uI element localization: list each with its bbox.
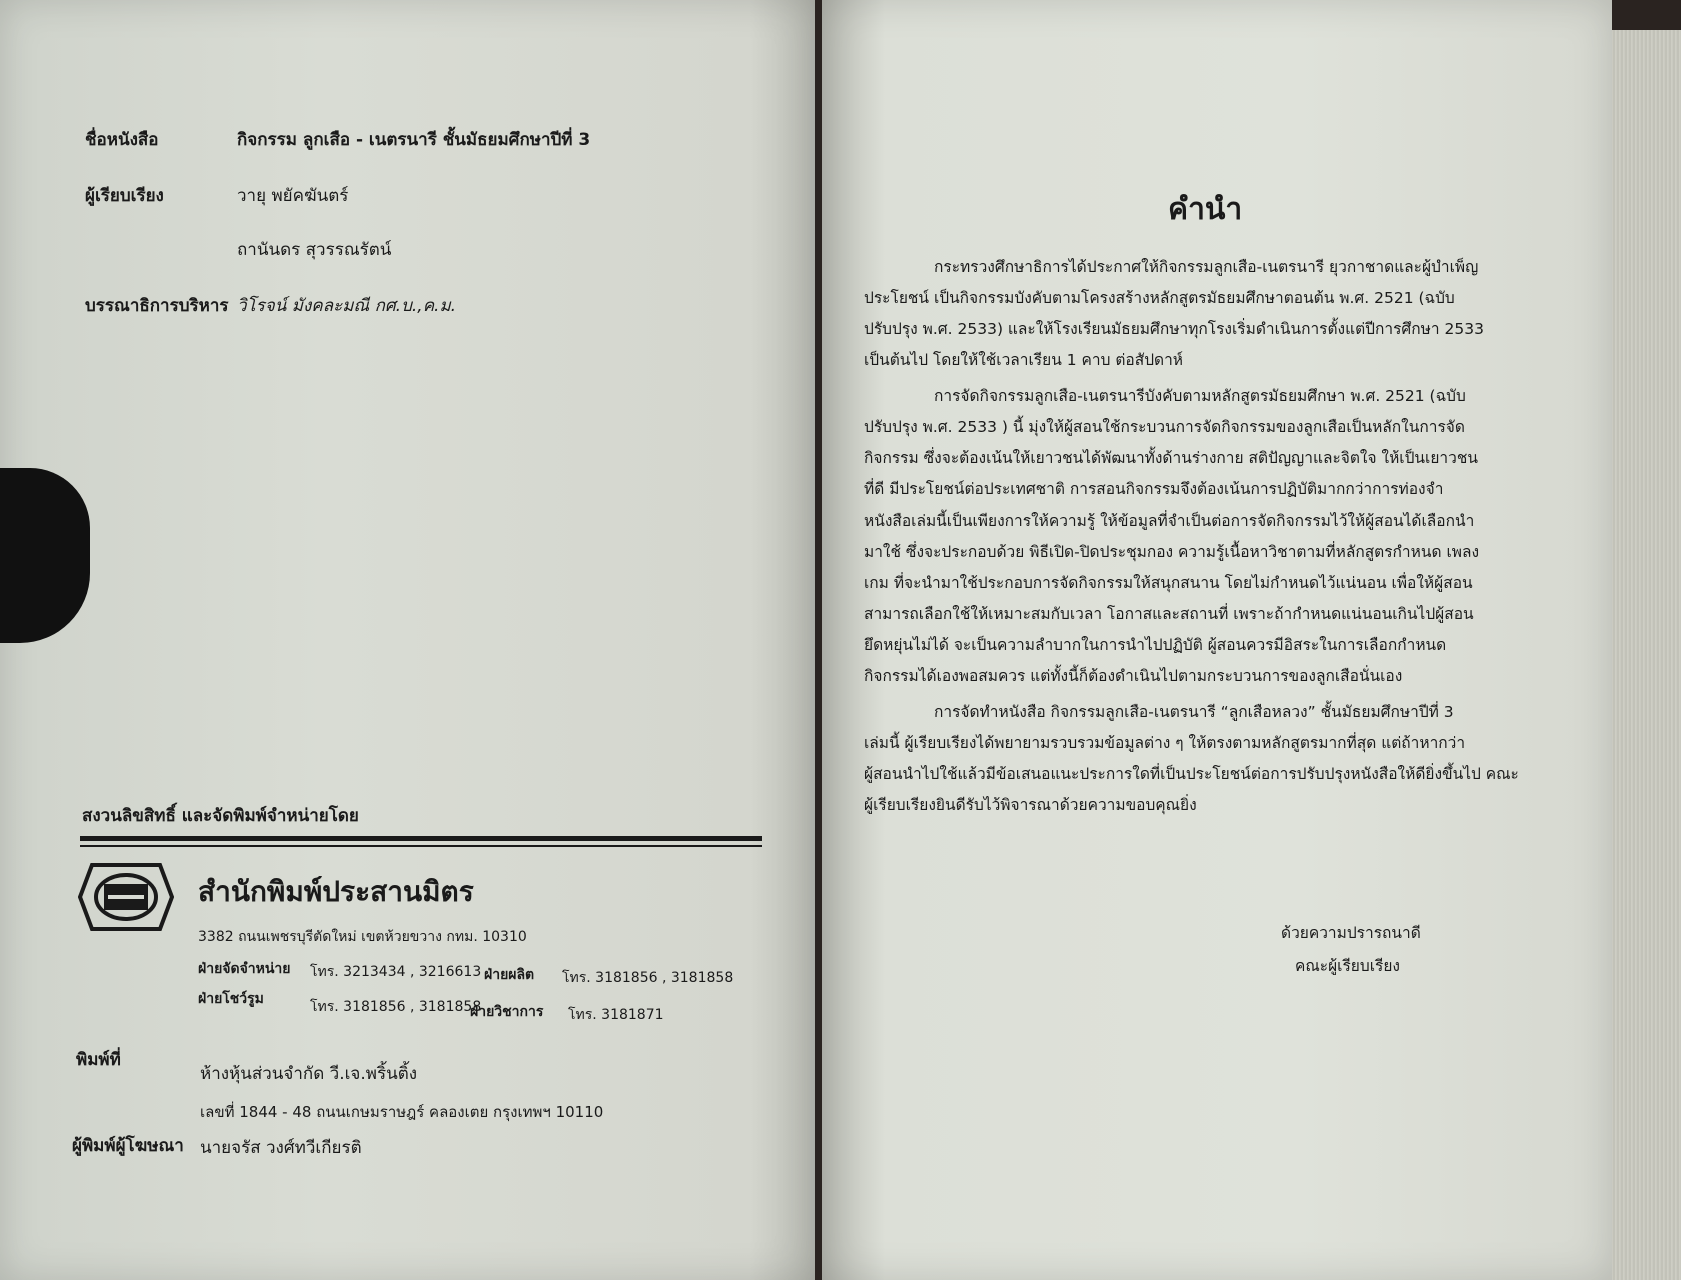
preface-line: กระทรวงศึกษาธิการได้ประกาศให้กิจกรรมลูกเสือ-เนตรนารี ยุวกาชาดและผู้บำเพ็ญ: [934, 258, 1479, 276]
production-label: ฝ่ายผลิต: [484, 967, 535, 983]
book-title-label: ชื่อหนังสือ: [85, 130, 159, 150]
publisher-logo-icon: [78, 862, 174, 932]
publisher-address: 3382 ถนนเพชรบุรีตัดใหม่ เขตห้วยขวาง กทม. 10310: [198, 929, 527, 945]
sales-label: ฝ่ายจัดจำหน่าย: [198, 961, 291, 977]
preface-line: ปรับปรุง พ.ศ. 2533) และให้โรงเรียนมัธยมศึกษาทุกโรงเริ่มดำเนินการตั้งแต่ปีการศึกษา 2533: [864, 320, 1484, 338]
compiler-label: ผู้เรียบเรียง: [85, 186, 164, 206]
printer-address: เลขที่ 1844 - 48 ถนนเกษมราษฎร์ คลองเตย กรุงเทพฯ 10110: [200, 1103, 604, 1121]
academic-label: ฝ่ายวิชาการ: [470, 1004, 544, 1020]
preface-line: กิจกรรม ซึ่งจะต้องเน้นให้เยาวชนได้พัฒนาทั้งด้านร่างกาย สติปัญญาและจิตใจ ให้เป็นเยาวชน: [864, 449, 1478, 467]
preface-line: ประโยชน์ เป็นกิจกรรมบังคับตามโครงสร้างหลักสูตรมัธยมศึกษาตอนต้น พ.ศ. 2521 (ฉบับ: [864, 289, 1455, 307]
preface-title: คำนำ: [1168, 192, 1243, 227]
advertiser-label: ผู้พิมพ์ผู้โฆษณา: [72, 1136, 184, 1156]
preface-line: เล่มนี้ ผู้เรียบเรียงได้พยายามรวบรวมข้อมูลต่าง ๆ ให้ตรงตามหลักสูตรมากที่สุด แต่ถ้าหากว่า: [864, 734, 1466, 752]
preface-line: เกม ที่จะนำมาใช้ประกอบการจัดกิจกรรมให้สนุกสนาน โดยไม่กำหนดไว้แน่นอน เพื่อให้ผู้สอน: [864, 574, 1473, 592]
book-title: กิจกรรม ลูกเสือ - เนตรนารี ชั้นมัธยมศึกษาปีที่ 3: [237, 130, 591, 150]
divider-thin: [80, 845, 762, 847]
editor: วิโรจน์ มังคละมณี กศ.บ.,ค.ม.: [237, 296, 457, 316]
preface-line: ผู้เรียบเรียงยินดีรับไว้พิจารณาด้วยความขอบคุณยิ่ง: [864, 796, 1197, 814]
printer-name: ห้างหุ้นส่วนจำกัด วี.เจ.พริ้นติ้ง: [200, 1064, 418, 1084]
preface-line: เป็นต้นไป โดยให้ใช้เวลาเรียน 1 คาบ ต่อสัปดาห์: [864, 351, 1184, 369]
advertiser-name: นายจรัส วงศ์ทวีเกียรติ: [200, 1138, 362, 1158]
preface-line: การจัดทำหนังสือ กิจกรรมลูกเสือ-เนตรนารี “ลูกเสือหลวง” ชั้นมัธยมศึกษาปีที่ 3: [934, 703, 1454, 721]
left-page: [0, 0, 815, 1280]
academic-phone: โทร. 3181871: [568, 1007, 664, 1023]
compiler-2: ถานันดร สุวรรณรัตน์: [237, 240, 392, 260]
preface-line: ที่ดี มีประโยชน์ต่อประเทศชาติ การสอนกิจกรรมจึงต้องเน้นการปฏิบัติมากกว่าการท่องจำ: [864, 480, 1444, 498]
printer-label: พิมพ์ที่: [76, 1050, 121, 1070]
preface-line: มาใช้ ซึ่งจะประกอบด้วย พิธีเปิด-ปิดประชุมกอง ความรู้เนื้อหาวิชาตามที่หลักสูตรกำหนด เพลง: [864, 543, 1480, 561]
page-edges: [1612, 30, 1681, 1280]
divider-thick: [80, 836, 762, 841]
preface-line: ปรับปรุง พ.ศ. 2533 ) นี้ มุ่งให้ผู้สอนใช้กระบวนการจัดกิจกรรมของลูกเสือเป็นหลักในการจัด: [864, 418, 1465, 436]
preface-line: ผู้สอนนำไปใช้แล้วมีข้อเสนอแนะประการใดที่เป็นประโยชน์ต่อการปรับปรุงหนังสือให้ดียิ่งขึ้นไป คณะ: [864, 765, 1519, 783]
preface-line: หนังสือเล่มนี้เป็นเพียงการให้ความรู้ ให้ข้อมูลที่จำเป็นต่อการจัดกิจกรรมไว้ให้ผู้สอนได้เลือกนำ: [864, 512, 1475, 530]
preface-line: การจัดกิจกรรมลูกเสือ-เนตรนารีบังคับตามหลักสูตรมัธยมศึกษา พ.ศ. 2521 (ฉบับ: [934, 387, 1466, 405]
sales-phone: โทร. 3213434 , 3216613: [310, 964, 482, 980]
right-page: [822, 0, 1612, 1280]
compiler-1: วายุ พยัคฆันตร์: [237, 186, 349, 206]
showroom-phone: โทร. 3181856 , 3181858: [310, 999, 482, 1015]
preface-line: สามารถเลือกใช้ให้เหมาะสมกับเวลา โอกาสและสถานที่ เพราะถ้ากำหนดแน่นอนเกินไปผู้สอน: [864, 605, 1474, 623]
publisher-name: สำนักพิมพ์ประสานมิตร: [198, 875, 474, 908]
closing-text: ด้วยความปรารถนาดี: [1281, 924, 1421, 942]
preface-line: กิจกรรมได้เองพอสมควร แต่ทั้งนี้ก็ต้องดำเนินไปตามกระบวนการของลูกเสือนั่นเอง: [864, 667, 1403, 685]
thumb-shadow: [0, 468, 90, 643]
production-phone: โทร. 3181856 , 3181858: [562, 970, 734, 986]
copyright-notice: สงวนลิขสิทธิ์ และจัดพิมพ์จำหน่ายโดย: [82, 806, 359, 826]
showroom-label: ฝ่ายโชว์รูม: [198, 991, 264, 1007]
editor-label: บรรณาธิการบริหาร: [85, 296, 229, 316]
preface-line: ยึดหยุ่นไม่ได้ จะเป็นความลำบากในการนำไปปฏิบัติ ผู้สอนควรมีอิสระในการเลือกกำหนด: [864, 636, 1447, 654]
signature: คณะผู้เรียบเรียง: [1295, 957, 1400, 975]
